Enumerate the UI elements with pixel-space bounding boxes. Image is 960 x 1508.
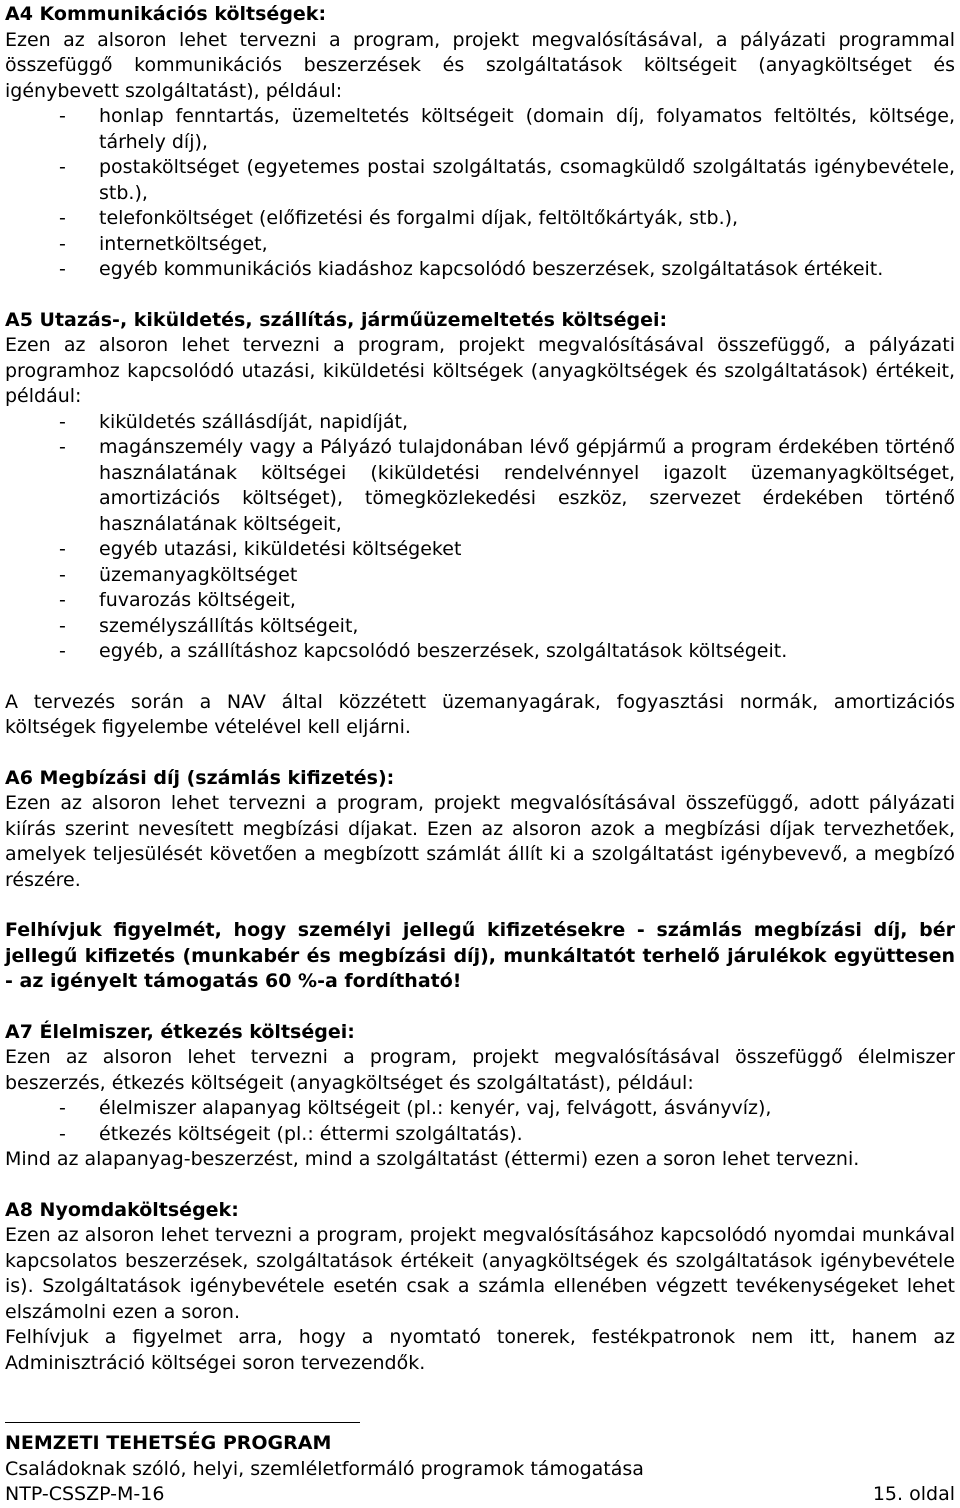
list-item bbox=[5, 155, 955, 206]
section-intro: Ezen az alsoron lehet tervezni a program, projekt megvalósításával, a pályázati programmal összefüggő kommunikációs beszerzések és szolgáltatások költségeit (anyagköltséget és igénybevett szolgáltatást), például: bbox=[5, 28, 955, 102]
list-item bbox=[5, 563, 955, 589]
bullet-list bbox=[5, 410, 955, 665]
list-item bbox=[5, 537, 955, 563]
dash-marker: - bbox=[59, 410, 66, 433]
list-item-text: egyéb kommunikációs kiadáshoz kapcsolódó beszerzések, szolgáltatások értékeit. bbox=[99, 258, 884, 280]
section-heading: A5 Utazás-, kiküldetés, szállítás, járműüzemeltetés költségei: bbox=[5, 308, 668, 331]
list-item-text: étkezés költségeit (pl.: éttermi szolgáltatás). bbox=[99, 1122, 523, 1145]
section-a5 bbox=[5, 308, 955, 665]
list-item-text: magánszemély vagy a Pályázó tulajdonában lévő gépjármű a program érdekében történő használatának költségei (kiküldetési rendelvénnyel igazolt üzemanyagköltséget, amortizációs költséget), tömegközlekedési eszköz, szervezet érdekében történő használatának költségeit, bbox=[99, 436, 955, 535]
section-intro: Ezen az alsoron lehet tervezni a program, projekt megvalósításával összefüggő élelmiszer beszerzés, étkezés költségeit (anyagköltséget és szolgáltatást), például: bbox=[5, 1046, 955, 1094]
section-heading: A4 Kommunikációs költségek: bbox=[5, 3, 327, 25]
list-item bbox=[5, 639, 955, 665]
section-a4 bbox=[5, 2, 955, 283]
bullet-list bbox=[5, 104, 955, 283]
list-item-text: internetköltséget, bbox=[99, 232, 268, 255]
dash-marker: - bbox=[59, 258, 66, 280]
section-intro: Ezen az alsoron lehet tervezni a program, projekt megvalósításával összefüggő, a pályázati programhoz kapcsolódó utazási, kiküldetési költségek (anyagköltségek és szolgáltatások) értékeit, például: bbox=[5, 334, 955, 407]
section-a6 bbox=[5, 766, 955, 894]
dash-marker: - bbox=[59, 436, 66, 458]
list-item-text: postaköltséget (egyetemes postai szolgáltatás, csomagküldő szolgáltatás igénybevétele, stb.), bbox=[99, 156, 955, 204]
section-heading: A8 Nyomdaköltségek: bbox=[5, 1198, 239, 1221]
list-item bbox=[5, 614, 955, 640]
section-intro: Ezen az alsoron lehet tervezni a program, projekt megvalósításával összefüggő, adott pályázati kiírás szerint nevesített megbízási díjakat. Ezen az alsoron azok a megbízási díjak tervezhetőek, amelyek teljesülését követően a megbízott számlát állít ki a szolgáltatást igénybevevő, a megbízó részére. bbox=[5, 792, 955, 891]
dash-marker: - bbox=[59, 207, 66, 229]
section-a8 bbox=[5, 1198, 955, 1377]
dash-marker: - bbox=[59, 232, 66, 255]
dash-marker: - bbox=[59, 156, 66, 178]
dash-marker: - bbox=[59, 538, 66, 560]
list-item bbox=[5, 410, 955, 436]
list-item bbox=[5, 588, 955, 614]
list-item bbox=[5, 435, 955, 537]
list-item bbox=[5, 104, 955, 155]
section-note: Felhívjuk a figyelmet arra, hogy a nyomtató tonerek, festékpatronok nem itt, hanem az Adminisztráció költségei soron tervezendők. bbox=[5, 1326, 955, 1374]
list-item-text: kiküldetés szállásdíját, napidíját, bbox=[99, 410, 409, 433]
dash-marker: - bbox=[59, 589, 66, 611]
section-note: A tervezés során a NAV által közzétett üzemanyagárak, fogyasztási normák, amortizációs költségek figyelembe vételével kell eljárni. bbox=[5, 690, 955, 738]
document-page bbox=[5, 2, 955, 1376]
dash-marker: - bbox=[59, 1097, 66, 1119]
list-item-text: élelmiszer alapanyag költségeit (pl.: kenyér, vaj, felvágott, ásványvíz), bbox=[99, 1097, 772, 1119]
list-item-text: honlap fenntartás, üzemeltetés költségeit (domain díj, folyamatos feltöltés, költsége, tárhely díj), bbox=[99, 105, 955, 153]
dash-marker: - bbox=[59, 563, 66, 586]
section-heading: A7 Élelmiszer, étkezés költségei: bbox=[5, 1020, 355, 1043]
dash-marker: - bbox=[59, 614, 66, 637]
list-item bbox=[5, 232, 955, 258]
list-item-text: egyéb, a szállításhoz kapcsolódó beszerzések, szolgáltatások költségeit. bbox=[99, 640, 788, 662]
page-footer bbox=[5, 1422, 955, 1508]
list-item bbox=[5, 1122, 955, 1148]
list-item-text: fuvarozás költségeit, bbox=[99, 589, 296, 611]
bullet-list bbox=[5, 1096, 955, 1147]
dash-marker: - bbox=[59, 640, 66, 662]
list-item-text: személyszállítás költségeit, bbox=[99, 614, 359, 637]
section-a5-note bbox=[5, 690, 955, 741]
dash-marker: - bbox=[59, 1122, 66, 1145]
dash-marker: - bbox=[59, 105, 66, 127]
list-item bbox=[5, 1096, 955, 1122]
list-item-text: egyéb utazási, kiküldetési költségeket bbox=[99, 538, 462, 560]
footer-subtitle: Családoknak szóló, helyi, szemléletformáló programok támogatása bbox=[5, 1457, 644, 1480]
warning-text: Felhívjuk figyelmét, hogy személyi jellegű kifizetésekre - számlás megbízási díj, bér jellegű kifizetés (munkabér és megbízási díj), munkáltatót terhelő járulékok együttesen - az igényelt támogatás 60 %-a fordítható! bbox=[5, 919, 955, 992]
footer-title: NEMZETI TEHETSÉG PROGRAM bbox=[5, 1432, 332, 1454]
section-note: Mind az alapanyag-beszerzést, mind a szolgáltatást (éttermi) ezen a soron lehet tervezni. bbox=[5, 1148, 860, 1170]
warning-block bbox=[5, 918, 955, 995]
list-item-text: üzemanyagköltséget bbox=[99, 563, 298, 586]
section-heading: A6 Megbízási díj (számlás kifizetés): bbox=[5, 766, 395, 789]
list-item bbox=[5, 206, 955, 232]
section-intro: Ezen az alsoron lehet tervezni a program, projekt megvalósításához kapcsolódó nyomdai munkával kapcsolatos beszerzések, szolgáltatások értékeit (anyagköltségek és szolgáltatások igénybevétele is). Szolgáltatások igénybevétele esetén csak a számla ellenében végzett tevékenységeket lehet elszámolni ezen a soron. bbox=[5, 1224, 955, 1323]
footer-row bbox=[5, 1482, 955, 1508]
section-a7 bbox=[5, 1020, 955, 1173]
footer-rule bbox=[5, 1422, 360, 1423]
footer-code: NTP-CSSZP-M-16 bbox=[5, 1483, 165, 1505]
list-item bbox=[5, 257, 955, 283]
list-item-text: telefonköltséget (előfizetési és forgalmi díjak, feltöltőkártyák, stb.), bbox=[99, 207, 739, 229]
page-number: 15. oldal bbox=[872, 1483, 955, 1505]
